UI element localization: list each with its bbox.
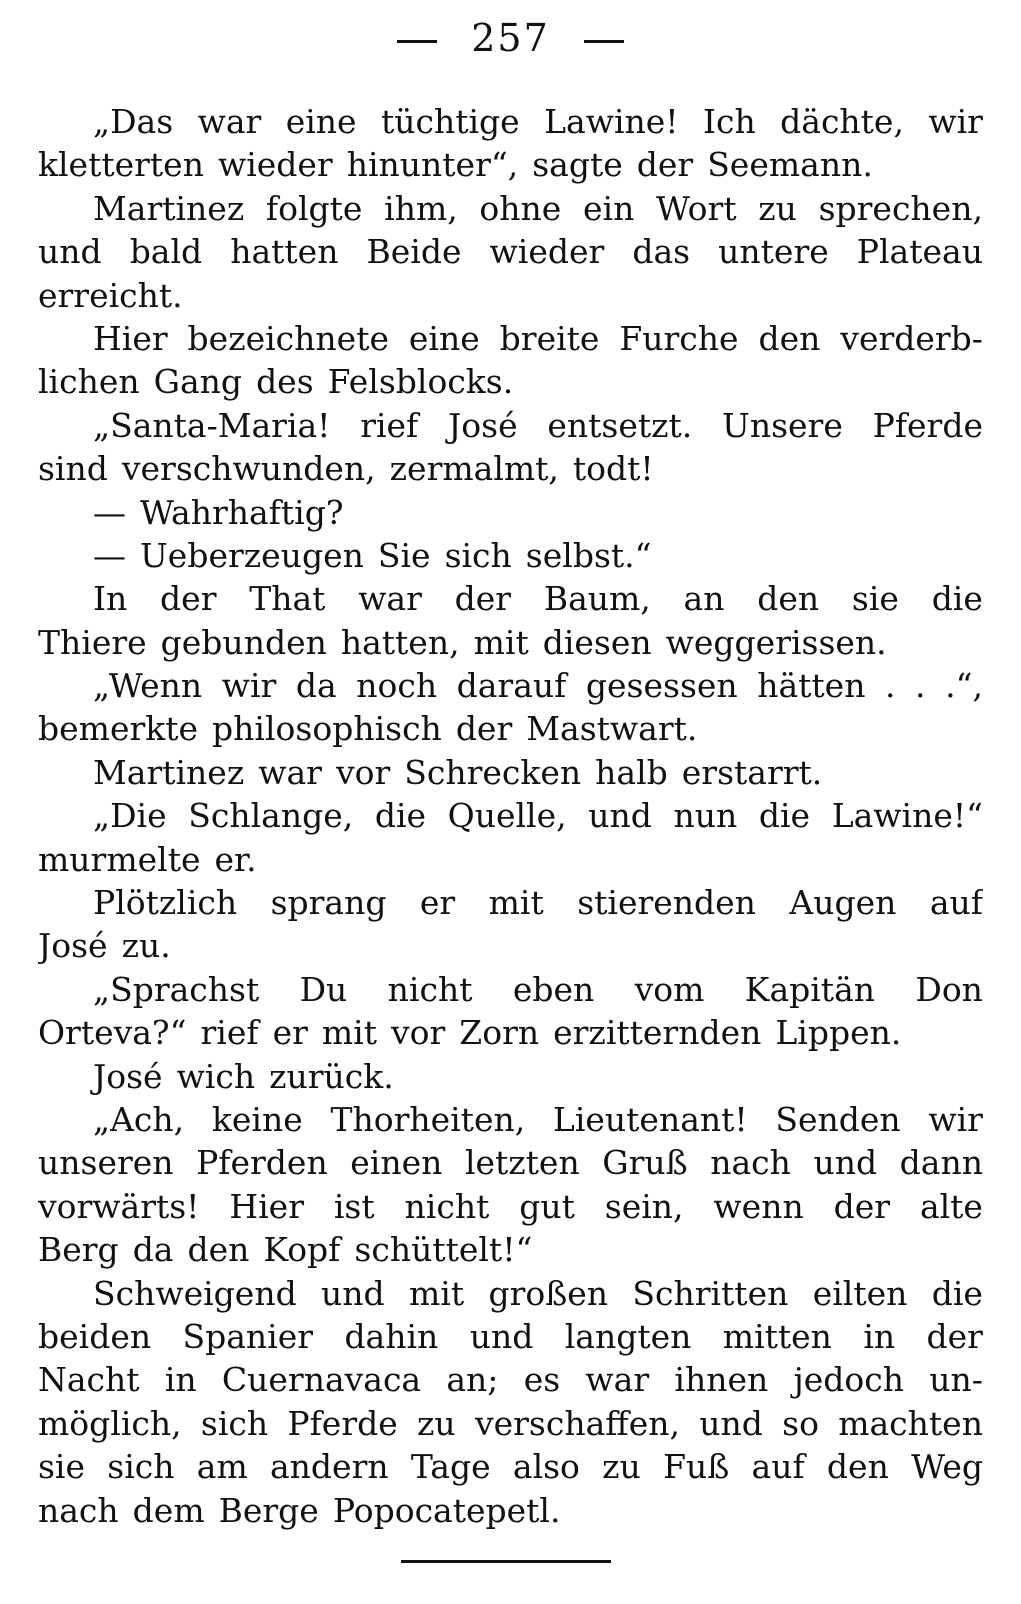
word: Schritten — [632, 1273, 789, 1313]
word: sie — [38, 1447, 86, 1487]
word: zu — [417, 1403, 456, 1443]
text-line — [38, 664, 983, 707]
word: bemerkte — [38, 709, 199, 749]
word: gut — [519, 1186, 575, 1226]
word: verschaffen, — [474, 1403, 680, 1443]
word: zu. — [121, 926, 171, 966]
word: eilten — [812, 1273, 908, 1313]
word: untere — [718, 232, 829, 272]
word: da — [295, 666, 337, 706]
word: sprang — [270, 883, 387, 923]
word: sagte — [532, 145, 623, 185]
word: „Santa-Maria! — [93, 405, 331, 445]
book-page — [38, 0, 983, 1604]
word: sein, — [604, 1186, 684, 1226]
word: selbst.“ — [525, 535, 652, 575]
word: auf — [929, 883, 983, 923]
text-line — [38, 1098, 983, 1141]
word: den — [757, 579, 820, 619]
word: in — [863, 1316, 896, 1356]
word: eine — [408, 318, 480, 358]
word: der — [455, 709, 513, 749]
word: vor — [335, 752, 391, 792]
word: es — [523, 1360, 561, 1400]
word: Lawine!“ — [831, 796, 983, 836]
word: lichen — [38, 362, 140, 402]
page-number: 257 — [471, 16, 550, 60]
word: tüchtige — [380, 102, 520, 141]
word: die — [931, 1273, 983, 1313]
word: wir — [221, 666, 277, 706]
word: schüttelt!“ — [354, 1230, 533, 1270]
text-line — [38, 1011, 983, 1054]
word: Felsblocks. — [327, 362, 514, 402]
word: In — [93, 579, 128, 619]
word: folgte — [265, 188, 363, 228]
word: sind — [38, 449, 108, 489]
word: Plötzlich — [93, 883, 238, 923]
footer-rule — [401, 1560, 611, 1563]
word: also — [512, 1447, 580, 1487]
word: nun — [673, 796, 738, 836]
word: „Sprachst — [93, 969, 260, 1009]
word: Gruß — [602, 1143, 688, 1183]
text-line — [38, 404, 983, 447]
word: Unsere — [722, 405, 843, 445]
word: nach — [710, 1143, 791, 1183]
word: mit — [488, 883, 544, 923]
word: nicht — [387, 969, 473, 1009]
text-line — [38, 1141, 983, 1184]
word: „Wenn — [93, 666, 203, 706]
word: und — [699, 1403, 763, 1443]
word: erzitternden — [553, 1013, 762, 1053]
word: Schweigend — [93, 1273, 297, 1313]
word: eine — [285, 102, 357, 141]
word: großen — [488, 1273, 609, 1313]
word: der — [833, 1186, 891, 1226]
word: andern — [269, 1447, 389, 1487]
word: . — [915, 666, 926, 706]
word: Wort — [656, 188, 737, 228]
text-line — [38, 534, 983, 577]
word: Ich — [702, 102, 756, 141]
word: dann — [899, 1143, 983, 1183]
word: Pferde — [872, 405, 983, 445]
page-body-text — [38, 100, 983, 1532]
word: und — [321, 1273, 385, 1313]
word: zu — [758, 188, 797, 228]
text-line — [38, 577, 983, 620]
text-line — [38, 838, 983, 881]
word: Kopf — [263, 1230, 341, 1270]
word: gebunden — [160, 622, 327, 662]
text-line — [38, 187, 983, 230]
word: war — [197, 102, 262, 141]
word: den — [187, 1230, 250, 1270]
word: letzten — [464, 1143, 580, 1183]
word: verschwunden, — [121, 449, 376, 489]
word: „Das — [93, 102, 174, 141]
word: da — [132, 1230, 174, 1270]
word: Schlange, — [188, 796, 354, 836]
word: Senden — [775, 1099, 901, 1139]
word: erreicht. — [38, 275, 183, 315]
word: die — [931, 579, 983, 619]
word: Hier — [93, 318, 168, 358]
word: bald — [129, 232, 203, 272]
word: und — [588, 796, 652, 836]
word: Sie — [377, 535, 431, 575]
word: mitten — [722, 1316, 832, 1356]
word: Furche — [619, 318, 739, 358]
word: keine — [211, 1099, 303, 1139]
word: am — [196, 1447, 248, 1487]
word: hätten — [757, 666, 866, 706]
word: José — [93, 1056, 163, 1096]
word: Schrecken — [404, 752, 582, 792]
word: nach — [38, 1490, 119, 1530]
word: wieder — [489, 232, 605, 272]
word: Lieutenant! — [552, 1099, 748, 1139]
word: sprechen, — [818, 188, 983, 228]
word: der — [454, 579, 512, 619]
text-line — [38, 1228, 983, 1271]
text-line — [38, 707, 983, 750]
word: möglich, — [38, 1403, 182, 1443]
word: Augen — [789, 883, 897, 923]
word: Martinez — [93, 752, 245, 792]
word: zermalmt, — [389, 449, 559, 489]
word: der — [926, 1316, 983, 1356]
word: wir — [928, 1099, 983, 1139]
word: alte — [919, 1186, 983, 1226]
word: ihnen — [674, 1360, 769, 1400]
word: er — [272, 1013, 308, 1053]
text-line — [38, 924, 983, 967]
word: war — [358, 579, 422, 619]
word: Quelle, — [447, 796, 567, 836]
word: und — [469, 1316, 534, 1356]
word: entsetzt. — [547, 405, 693, 445]
word: rief — [360, 405, 419, 445]
text-line — [38, 1055, 983, 1098]
word: den — [826, 1447, 889, 1487]
word: Mastwart. — [526, 709, 698, 749]
word: er. — [214, 839, 257, 879]
word: und — [813, 1143, 878, 1183]
word: ohne — [479, 188, 562, 228]
word: mit — [321, 1013, 377, 1053]
text-line — [38, 1185, 983, 1228]
word: ihm, — [384, 188, 458, 228]
word: Hier — [229, 1186, 304, 1226]
word: — — [93, 535, 126, 575]
word: an; — [446, 1360, 499, 1400]
word: war — [585, 1360, 650, 1400]
word: sich — [200, 1403, 269, 1443]
text-line — [38, 794, 983, 837]
word: Baum, — [543, 579, 651, 619]
word: noch — [356, 666, 438, 706]
text-line — [38, 1445, 983, 1488]
header-dash-right — [584, 40, 624, 43]
word: halb — [595, 752, 668, 792]
word: zu — [602, 1447, 641, 1487]
word: eben — [512, 969, 595, 1009]
word: wenn — [713, 1186, 804, 1226]
word: Wahrhaftig? — [140, 492, 344, 532]
word: mit — [409, 1273, 465, 1313]
word: Thorheiten, — [330, 1099, 526, 1139]
text-line — [38, 1272, 983, 1315]
text-line — [38, 1402, 983, 1445]
word: an — [683, 579, 725, 619]
text-line — [38, 317, 983, 360]
word: erstarrt. — [681, 752, 823, 792]
word: Martinez — [93, 188, 245, 228]
word: . — [885, 666, 896, 706]
word: Berg — [38, 1230, 119, 1270]
word: wich — [176, 1056, 256, 1096]
word: jedoch — [793, 1360, 904, 1400]
word: „Ach, — [93, 1099, 185, 1139]
text-line — [38, 143, 983, 186]
word: Fuß — [663, 1447, 730, 1487]
word: und — [38, 232, 102, 272]
word: Pferden — [196, 1143, 328, 1183]
word: — — [93, 492, 126, 532]
word: hatten, — [340, 622, 460, 662]
word: todt! — [572, 449, 654, 489]
word: Nacht — [38, 1360, 140, 1400]
word: dahin — [344, 1316, 439, 1356]
page-header — [38, 14, 983, 62]
word: langten — [564, 1316, 692, 1356]
word: dächte, — [780, 102, 904, 141]
word: des — [256, 362, 314, 402]
word: in — [164, 1360, 197, 1400]
word: Du — [299, 969, 348, 1009]
word: Ueberzeugen — [140, 535, 364, 575]
word: vom — [634, 969, 705, 1009]
word: Zorn — [459, 1013, 540, 1053]
word: Weg — [911, 1447, 983, 1487]
word: der — [160, 579, 217, 619]
text-line — [38, 621, 983, 664]
word: philosophisch — [212, 709, 442, 749]
word: .“, — [945, 666, 983, 706]
word: auf — [751, 1447, 805, 1487]
word: unseren — [38, 1143, 174, 1183]
word: mit — [473, 622, 529, 662]
word: der — [636, 145, 694, 185]
word: er — [419, 883, 456, 923]
text-line — [38, 491, 983, 534]
word: Thiere — [38, 622, 147, 662]
text-line — [38, 881, 983, 924]
word: wieder — [217, 145, 333, 185]
word: José — [448, 405, 518, 445]
word: That — [249, 579, 326, 619]
word: den — [758, 318, 821, 358]
word: beiden — [38, 1316, 152, 1356]
header-dash-left — [397, 40, 437, 43]
word: murmelte — [38, 839, 201, 879]
word: Berge — [218, 1490, 319, 1530]
word: Seemann. — [707, 145, 873, 185]
word: diesen — [542, 622, 652, 662]
word: ist — [333, 1186, 375, 1226]
text-line — [38, 274, 983, 317]
word: so — [782, 1403, 819, 1443]
word: Lippen. — [775, 1013, 902, 1053]
word: Cuernavaca — [221, 1360, 422, 1400]
text-line — [38, 230, 983, 273]
word: machten — [838, 1403, 983, 1443]
word: bezeichnete — [187, 318, 389, 358]
word: Beide — [366, 232, 462, 272]
word: José — [38, 926, 108, 966]
text-line — [38, 1489, 983, 1532]
word: war — [258, 752, 322, 792]
word: gesessen — [585, 666, 738, 706]
word: Plateau — [856, 232, 983, 272]
word: Spanier — [182, 1316, 314, 1356]
word: vorwärts! — [38, 1186, 200, 1226]
word: die — [758, 796, 811, 836]
word: sich — [107, 1447, 175, 1487]
word: nicht — [404, 1186, 490, 1226]
word: ein — [582, 188, 635, 228]
word: sich — [444, 535, 512, 575]
word: stierenden — [577, 883, 756, 923]
text-line — [38, 360, 983, 403]
word: Kapitän — [744, 969, 875, 1009]
text-line — [38, 447, 983, 490]
word: darauf — [456, 666, 567, 706]
word: zurück. — [269, 1056, 394, 1096]
word: rief — [200, 1013, 259, 1053]
word: hinunter“, — [346, 145, 519, 185]
word: weggerissen. — [665, 622, 887, 662]
word: das — [632, 232, 691, 272]
word: verderb- — [840, 318, 983, 358]
text-line — [38, 751, 983, 794]
word: wir — [928, 102, 983, 141]
word: un- — [929, 1360, 983, 1400]
word: die — [374, 796, 427, 836]
word: Tage — [410, 1447, 491, 1487]
word: Orteva?“ — [38, 1013, 187, 1053]
word: hatten — [230, 232, 339, 272]
word: Lawine! — [544, 102, 679, 141]
word: „Die — [93, 796, 167, 836]
word: einen — [350, 1143, 443, 1183]
word: dem — [132, 1490, 205, 1530]
word: Don — [915, 969, 983, 1009]
word: Gang — [153, 362, 243, 402]
word: Popocatepetl. — [332, 1490, 561, 1530]
word: vor — [391, 1013, 446, 1053]
word: Pferde — [287, 1403, 398, 1443]
word: kletterten — [38, 145, 204, 185]
word: breite — [499, 318, 600, 358]
text-line — [38, 968, 983, 1011]
text-line — [38, 1358, 983, 1401]
word: sie — [851, 579, 899, 619]
text-line — [38, 100, 983, 143]
text-line — [38, 1315, 983, 1358]
